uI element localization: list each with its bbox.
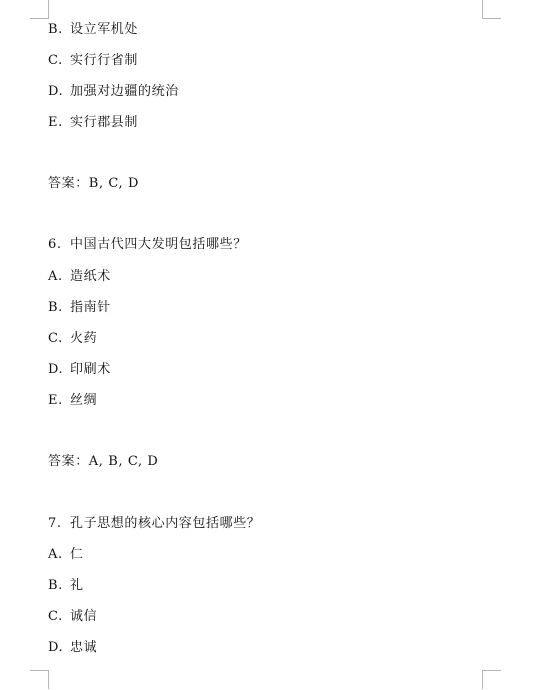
option-row — [48, 22, 138, 38]
option-label: B. — [48, 22, 63, 37]
crop-mark-bottom-right — [482, 670, 501, 689]
question-number: 6. — [48, 237, 62, 252]
crop-mark-bottom-left — [30, 670, 49, 689]
question-title — [48, 516, 260, 532]
option-row — [48, 331, 97, 347]
option-text: 实行行省制 — [70, 53, 139, 68]
option-text: 丝绸 — [70, 393, 98, 408]
answer-line: 答案：B, C, D — [48, 176, 139, 191]
option-label: D. — [48, 640, 64, 655]
option-text: 造纸术 — [70, 269, 111, 284]
option-row — [48, 300, 111, 316]
option-label: B. — [48, 300, 63, 315]
option-row — [48, 393, 97, 409]
option-text: 礼 — [70, 578, 84, 593]
question-title — [48, 237, 247, 253]
answer-line: 答案：A, B, C, D — [48, 454, 159, 469]
option-row — [48, 362, 111, 378]
option-label: C. — [48, 53, 63, 68]
option-label: E. — [48, 115, 63, 130]
option-label: C. — [48, 331, 63, 346]
option-row — [48, 84, 179, 100]
option-row — [48, 547, 84, 563]
option-label: D. — [48, 362, 64, 377]
option-label: D. — [48, 84, 64, 99]
option-text: 诚信 — [70, 609, 98, 624]
question-text: 中国古代四大发明包括哪些？ — [70, 237, 247, 252]
option-row — [48, 609, 97, 625]
option-row — [48, 640, 97, 656]
question-number: 7. — [48, 516, 62, 531]
option-text: 指南针 — [70, 300, 111, 315]
option-row — [48, 53, 138, 69]
crop-mark-top-right — [482, 0, 501, 19]
crop-mark-top-left — [30, 0, 49, 19]
option-label: C. — [48, 609, 63, 624]
option-label: E. — [48, 393, 63, 408]
option-row — [48, 269, 111, 285]
option-row — [48, 578, 84, 594]
option-label: A. — [48, 547, 63, 562]
option-text: 仁 — [70, 547, 84, 562]
option-text: 设立军机处 — [70, 22, 139, 37]
question-text: 孔子思想的核心内容包括哪些？ — [70, 516, 261, 531]
option-text: 加强对边疆的统治 — [70, 84, 179, 99]
option-label: A. — [48, 269, 63, 284]
option-text: 实行郡县制 — [70, 115, 139, 130]
option-text: 忠诚 — [70, 640, 98, 655]
option-text: 印刷术 — [70, 362, 111, 377]
option-row — [48, 115, 138, 131]
option-text: 火药 — [70, 331, 98, 346]
option-label: B. — [48, 578, 63, 593]
